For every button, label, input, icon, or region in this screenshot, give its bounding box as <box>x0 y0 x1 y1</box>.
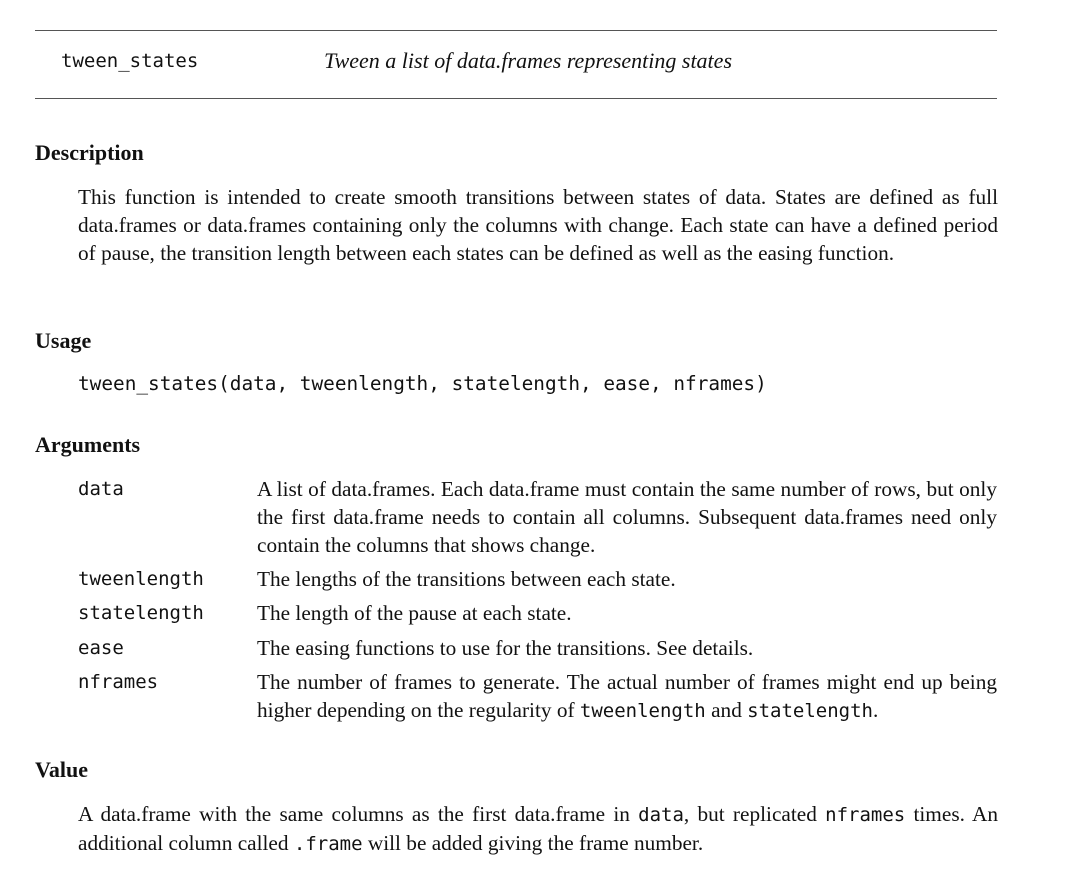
value-text-part5: will be added giving the frame number. <box>367 831 704 855</box>
arg-desc-nframes-period: . <box>873 698 879 722</box>
arg-name-nframes: nframes <box>78 671 159 693</box>
arguments-heading: Arguments <box>35 432 141 457</box>
header-top-rule <box>35 30 997 31</box>
header-title: Tween a list of data.frames representing states <box>324 48 732 73</box>
value-text-part3: times. <box>913 802 965 826</box>
value-text-part4: An additional column called <box>78 802 999 855</box>
value-code-frame: .frame <box>293 833 363 855</box>
arg-name-statelength: statelength <box>78 602 204 624</box>
usage-heading: Usage <box>35 328 92 353</box>
value-code-nframes: nframes <box>825 804 906 826</box>
usage-code: tween_states(data, tweenlength, statelength, ease, nframes) <box>78 372 767 395</box>
arg-desc-nframes-and: and <box>711 698 742 722</box>
value-code-data: data <box>638 804 684 826</box>
arg-desc-ease: The easing functions to use for the transitions. See details. <box>257 636 754 660</box>
value-text-part1: A data.frame with the same columns as the first data.frame in <box>78 802 630 826</box>
description-text: This function is intended to create smooth transitions between states of data. States are defined as full data.frames or data.frames containing only the columns with change. Each state can have a defined period of pause, the transition length between each states can be defined as well as the easing function. <box>78 185 998 265</box>
value-heading: Value <box>35 757 88 782</box>
header-function-name: tween_states <box>61 50 199 72</box>
description-heading: Description <box>35 140 144 165</box>
header-bottom-rule <box>35 98 997 99</box>
arg-desc-nframes <box>257 668 997 725</box>
value-text <box>78 800 998 858</box>
arg-desc-data: A list of data.frames. Each data.frame must contain the same number of rows, but only the first data.frame needs to contain all columns. Subsequent data.frames need only contain the columns that shows change. <box>257 477 997 557</box>
value-text-part2: , but replicated <box>683 802 817 826</box>
arg-desc-tweenlength: The lengths of the transitions between each state. <box>257 567 676 591</box>
arg-desc-statelength: The length of the pause at each state. <box>257 601 572 625</box>
arg-name-ease: ease <box>78 637 124 659</box>
arg-desc-nframes-text: The number of frames to generate. The actual number of frames might end up being higher depending on the regularity of <box>257 670 997 722</box>
arg-desc-nframes-code-statelength: statelength <box>747 700 874 722</box>
arg-name-data: data <box>78 478 124 500</box>
arg-name-tweenlength: tweenlength <box>78 568 204 590</box>
arg-desc-nframes-code-tweenlength: tweenlength <box>579 700 706 722</box>
